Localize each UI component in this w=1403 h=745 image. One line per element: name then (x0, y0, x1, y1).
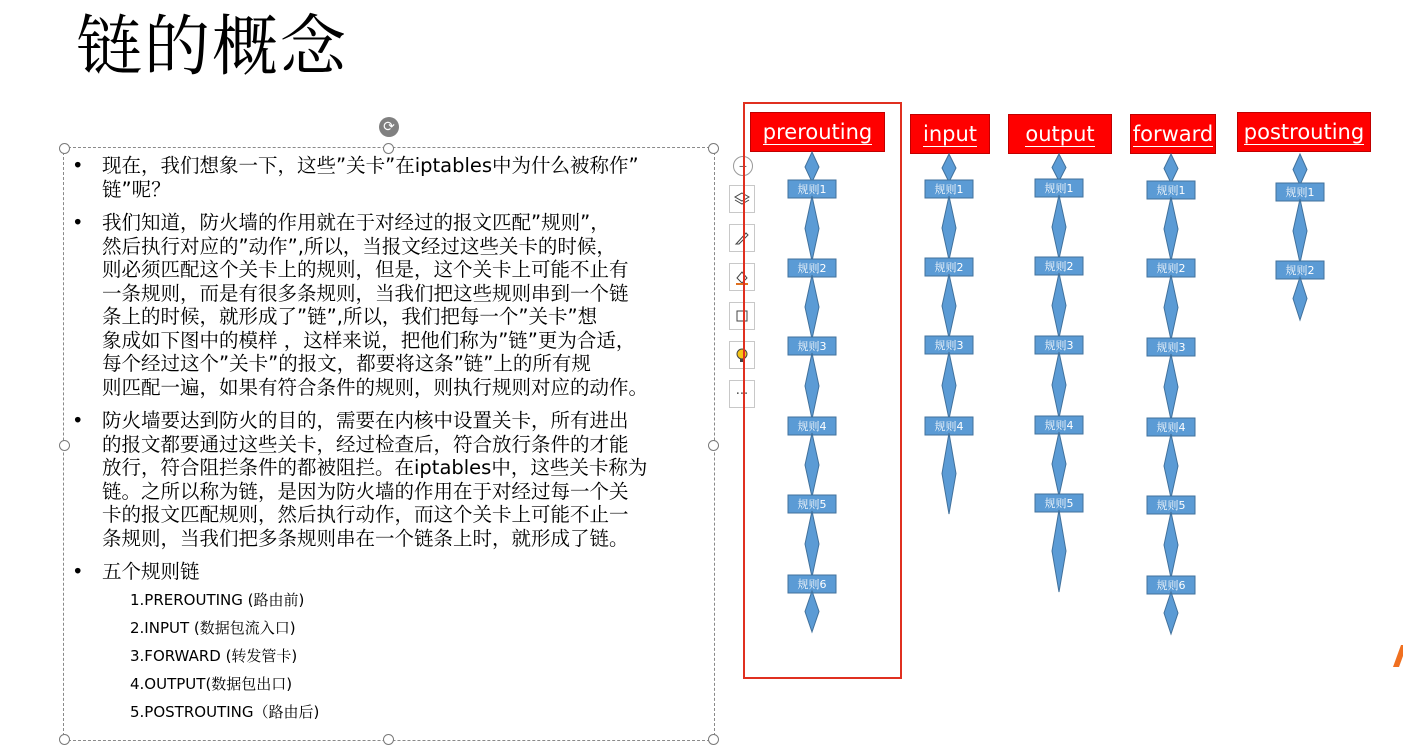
bullet-line: 我们知道，防火墙的作用就在于对经过的报文匹配”规则”， (102, 211, 610, 234)
chain-name: postrouting (1243, 120, 1365, 144)
bullet-dot: • (72, 409, 84, 432)
rule-box (1035, 494, 1083, 512)
rule-label: 规则4 (797, 420, 827, 433)
rule-box (925, 180, 973, 198)
rule-box (788, 259, 836, 277)
chain-connector (805, 196, 819, 261)
rule-label: 规则3 (934, 339, 964, 352)
bullet-dot: • (72, 154, 84, 177)
rule-label: 规则1 (1044, 182, 1074, 195)
sub-item: 2.INPUT (数据包流入口) (130, 618, 296, 637)
rule-label: 规则1 (1156, 184, 1186, 197)
rule-label: 规则5 (1044, 497, 1074, 510)
rule-label: 规则1 (797, 183, 827, 196)
rule-box (1147, 181, 1195, 199)
rule-box (1147, 496, 1195, 514)
bullet-line: 卡的报文匹配规则，然后执行动作，而这个关卡上可能不止一 (102, 503, 629, 526)
chain-connector (942, 433, 956, 514)
rule-label: 规则5 (797, 498, 827, 511)
bullet-line: 则必须匹配这个关卡上的规则，但是，这个关卡上可能不止有 (102, 258, 629, 281)
rule-label: 规则1 (934, 183, 964, 196)
rule-box (788, 180, 836, 198)
rule-box (1276, 183, 1324, 201)
rule-label: 规则1 (1285, 186, 1315, 199)
rule-label: 规则2 (797, 262, 827, 275)
chain-connector (805, 152, 819, 182)
bullet-line: 每个经过这个”关卡”的报文，都要将这条”链”上的所有规 (102, 352, 591, 375)
bullet-line: 链”呢？ (102, 177, 171, 201)
rule-box (925, 417, 973, 435)
chain-connector (805, 275, 819, 339)
rule-box (788, 495, 836, 513)
rule-label: 规则6 (797, 578, 827, 591)
bullet-line: 一条规则，而是有很多条规则，当我们把这些规则串到一个链 (102, 281, 629, 305)
rule-box (1147, 418, 1195, 436)
bullet-line: 防火墙要达到防火的目的，需要在内核中设置关卡，所有进出 (102, 409, 629, 432)
rule-label: 规则2 (1044, 260, 1074, 273)
bullet-line: 五个规则链 (102, 560, 200, 583)
rule-label: 规则4 (934, 420, 964, 433)
chain-connector (1164, 275, 1178, 340)
chain-connector (1052, 154, 1066, 181)
collapse-icon[interactable]: − (733, 156, 753, 176)
bullet-line: 放行，符合阻拦条件的都被阻拦。在iptables中，这些关卡称为 (102, 456, 648, 479)
rotate-handle-icon[interactable]: ⟳ (379, 117, 399, 137)
chain-connector (805, 353, 819, 419)
chain-connector (1164, 592, 1178, 634)
sub-item: 5.POSTROUTING（路由后) (130, 702, 320, 721)
slide-title: 链的概念 (76, 8, 348, 85)
chain-connector (942, 352, 956, 419)
chain-connector (805, 511, 819, 577)
chain-connector (1164, 512, 1178, 578)
bullet-line: 然后执行对应的”动作”,所以，当报文经过这些关卡的时候， (102, 234, 616, 258)
bullet-line: 的报文都要通过这些关卡，经过检查后，符合放行条件的才能 (102, 432, 629, 456)
chain-connector (1164, 434, 1178, 498)
rule-box (925, 258, 973, 276)
rule-box (788, 417, 836, 435)
chain-connector (942, 154, 956, 182)
rule-label: 规则5 (1156, 499, 1186, 512)
rule-label: 规则3 (1156, 341, 1186, 354)
chain-connector (1052, 273, 1066, 338)
bullet-line: 现在，我们想象一下，这些”关卡”在iptables中为什么被称作” (102, 154, 639, 177)
chain-name: input (922, 122, 978, 146)
rule-label: 规则3 (1044, 339, 1074, 352)
rule-label: 规则2 (1285, 264, 1315, 277)
chain-connector (1293, 154, 1307, 185)
rule-label: 规则6 (1156, 579, 1186, 592)
rule-box (1147, 338, 1195, 356)
rule-box (1035, 336, 1083, 354)
rule-label: 规则2 (934, 261, 964, 274)
chain-connector (1052, 510, 1066, 592)
chain-connector (1293, 277, 1307, 320)
rule-box (1147, 259, 1195, 277)
rule-box (1035, 179, 1083, 197)
bullet-line: 条规则，当我们把多条规则串在一个链条上时，就形成了链。 (102, 526, 629, 550)
bullet-line: 条上的时候，就形成了”链”,所以，我们把每一个”关卡”想 (102, 305, 598, 328)
bullet-line: 则匹配一遍，如果有符合条件的规则，则执行规则对应的动作。 (102, 375, 649, 399)
rule-label: 规则4 (1044, 419, 1074, 432)
chain-connector (1052, 432, 1066, 496)
chain-connector (1164, 197, 1178, 261)
rule-box (788, 337, 836, 355)
bullet-dot: • (72, 211, 84, 234)
rule-label: 规则4 (1156, 421, 1186, 434)
rule-label: 规则2 (1156, 262, 1186, 275)
rule-box (1035, 257, 1083, 275)
sub-item: 4.OUTPUT(数据包出口) (130, 674, 293, 693)
rule-box (925, 336, 973, 354)
chain-connector (1052, 352, 1066, 418)
chain-name: prerouting (762, 120, 873, 144)
chain-name: output (1025, 122, 1095, 146)
more-icon[interactable]: ··· (729, 380, 755, 408)
rule-label: 规则3 (797, 340, 827, 353)
chain-connector (942, 274, 956, 338)
bullet-line: 链。之所以称为链，是因为防火墙的作用在于对经过每一个关 (102, 479, 629, 503)
chain-connector (805, 591, 819, 632)
chain-name: forward (1132, 122, 1214, 146)
chain-connector (942, 196, 956, 260)
chain-connector (1052, 195, 1066, 259)
rule-box (1035, 416, 1083, 434)
chain-connector (805, 433, 819, 497)
bullet-dot: • (72, 560, 84, 583)
chain-connector (1293, 199, 1307, 263)
chain-connector (1164, 154, 1178, 183)
chain-connector (1164, 354, 1178, 420)
sub-item: 1.PREROUTING (路由前) (130, 590, 305, 609)
sub-item: 3.FORWARD (转发管卡) (130, 646, 298, 665)
bullet-line: 象成如下图中的模样 ，这样来说，把他们称为”链”更为合适， (102, 328, 636, 352)
